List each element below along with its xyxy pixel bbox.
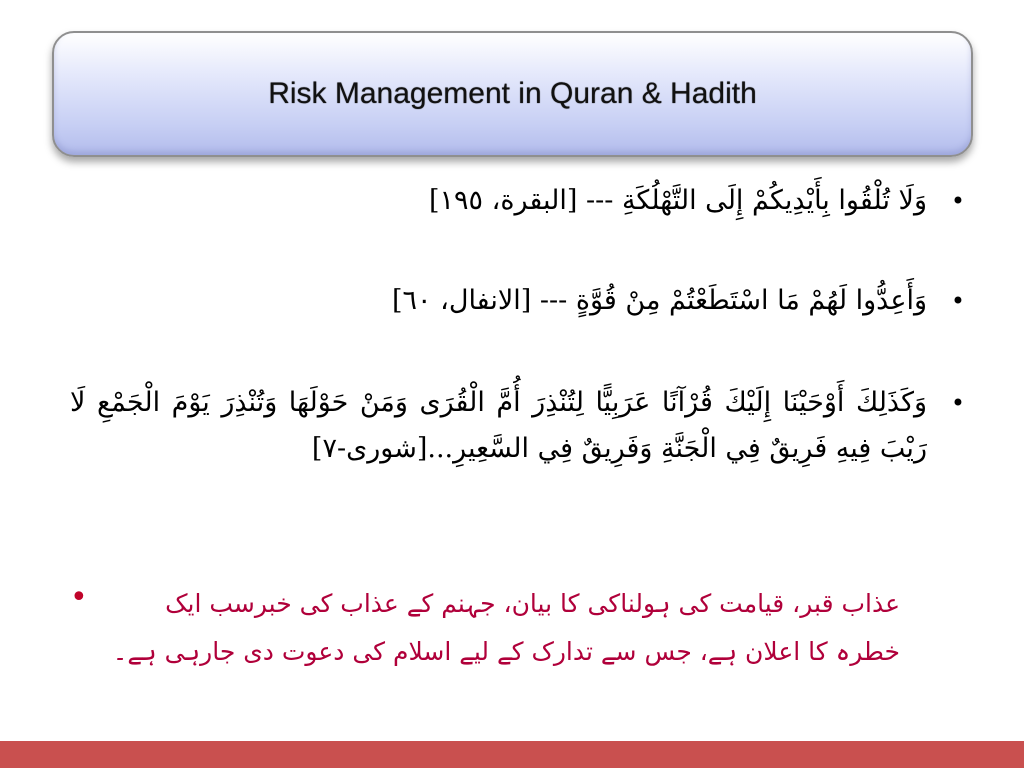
bullet-icon: • [950,187,965,215]
slide-title: Risk Management in Quran & Hadith [268,77,757,110]
bullet-icon: • [950,389,965,417]
list-item [70,278,975,324]
urdu-note-text: عذاب قبر، قیامت کی ہولناکی کا بیان، جہنم کے عذاب کی خبرسب ایک خطرہ کا اعلان ہے، جس سے تدارک کے لیے اسلام کی دعوت دی جارہی ہے۔ [112,589,900,666]
list-item [70,178,975,224]
list-item [70,380,975,472]
arabic-verse-text: وَلَا تُلْقُوا بِأَيْدِيكُمْ إِلَى التَّهْلُكَةِ --- [البقرة، ١٩٥] [428,185,927,216]
arabic-bullet-list [70,178,975,472]
bullet-icon: • [950,287,965,315]
arabic-verse-text: وَكَذَلِكَ أَوْحَيْنَا إِلَيْكَ قُرْآنًا عَرَبِيًّا لِتُنْذِرَ أُمَّ الْقُرَى وَمَنْ حَوْلَهَا وَتُنْذِرَ يَوْمَ الْجَمْعِ لَا رَيْبَ فِيهِ فَرِيقٌ فِي الْجَنَّةِ وَفَرِيقٌ فِي السَّعِيرِ...[شورى-٧] [70,387,927,464]
bullet-icon: • [70,580,88,615]
arabic-verse-text: وَأَعِدُّوا لَهُمْ مَا اسْتَطَعْتُمْ مِنْ قُوَّةٍ --- [الانفال، ٦٠] [391,285,927,316]
footer-bar [0,741,1024,768]
title-box [52,31,973,157]
urdu-bullet-block [60,580,970,676]
